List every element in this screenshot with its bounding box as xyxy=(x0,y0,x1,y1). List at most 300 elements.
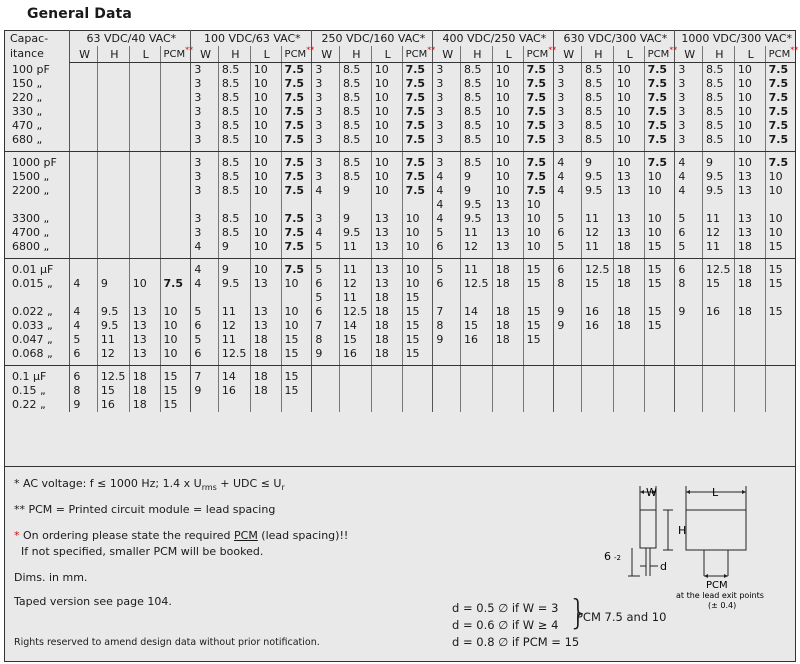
value-cell: 18 xyxy=(492,333,523,347)
value-cell xyxy=(675,366,703,385)
value-cell: 7.5 xyxy=(281,226,312,240)
value-cell xyxy=(523,384,554,398)
value-cell: 13 xyxy=(371,277,402,291)
subheader-h: H xyxy=(218,46,250,63)
value-cell: 3 xyxy=(312,119,340,133)
value-cell: 18 xyxy=(250,347,281,366)
subheader-l: L xyxy=(734,46,765,63)
value-cell: 5 xyxy=(312,259,340,278)
subheader-pcm: PCM** xyxy=(160,46,191,63)
value-cell: 9.5 xyxy=(581,170,613,184)
value-cell: 12 xyxy=(339,277,371,291)
value-cell: 13 xyxy=(734,226,765,240)
value-cell: 3 xyxy=(433,119,461,133)
subheader-h: H xyxy=(702,46,734,63)
value-cell: 10 xyxy=(644,170,675,184)
subheader-l: L xyxy=(613,46,644,63)
value-cell: 8.5 xyxy=(218,152,250,171)
value-cell: 7.5 xyxy=(402,77,433,91)
table-row xyxy=(4,119,796,133)
value-cell: 8.5 xyxy=(460,77,492,91)
value-cell: 7.5 xyxy=(765,152,796,171)
group-header: 630 VDC/300 VAC* xyxy=(554,30,675,46)
value-cell: 3 xyxy=(312,91,340,105)
value-cell: 8 xyxy=(70,384,98,398)
value-cell: 6 xyxy=(675,259,703,278)
value-cell: 16 xyxy=(339,347,371,366)
value-cell: 7 xyxy=(191,366,219,385)
value-cell xyxy=(492,398,523,412)
value-cell: 10 xyxy=(371,77,402,91)
value-cell xyxy=(70,198,98,212)
value-cell xyxy=(339,366,371,385)
value-cell xyxy=(581,398,613,412)
value-cell: 9 xyxy=(312,347,340,366)
value-cell: 3 xyxy=(675,63,703,78)
subheader-w: W xyxy=(70,46,98,63)
value-cell: 4 xyxy=(433,184,461,198)
value-cell xyxy=(339,398,371,412)
value-cell: 11 xyxy=(460,226,492,240)
value-cell: 16 xyxy=(581,319,613,333)
capacitance-cell: 0.033 „ xyxy=(12,319,53,332)
value-cell xyxy=(371,198,402,212)
value-cell xyxy=(765,384,796,398)
value-cell xyxy=(129,291,160,305)
value-cell: 15 xyxy=(281,384,312,398)
value-cell xyxy=(70,240,98,259)
value-cell: 10 xyxy=(734,133,765,152)
value-cell: 9.5 xyxy=(97,305,129,319)
value-cell: 10 xyxy=(734,152,765,171)
value-cell: 12.5 xyxy=(702,259,734,278)
value-cell xyxy=(581,333,613,347)
subheader-l: L xyxy=(250,46,281,63)
value-cell: 3 xyxy=(433,91,461,105)
table-row xyxy=(4,319,796,333)
value-cell: 7.5 xyxy=(644,133,675,152)
value-cell xyxy=(581,366,613,385)
value-cell: 10 xyxy=(250,240,281,259)
value-cell xyxy=(581,384,613,398)
value-cell xyxy=(97,240,129,259)
value-cell: 7.5 xyxy=(523,119,554,133)
value-cell: 10 xyxy=(402,277,433,291)
table-row xyxy=(4,277,796,291)
value-cell xyxy=(581,198,613,212)
value-cell xyxy=(160,91,191,105)
value-cell xyxy=(70,226,98,240)
value-cell: 8.5 xyxy=(218,91,250,105)
value-cell: 8.5 xyxy=(218,170,250,184)
value-cell: 13 xyxy=(492,240,523,259)
value-cell: 10 xyxy=(523,212,554,226)
value-cell: 10 xyxy=(371,105,402,119)
subheader-w: W xyxy=(191,46,219,63)
value-cell: 10 xyxy=(250,184,281,198)
value-cell xyxy=(129,170,160,184)
value-cell: 15 xyxy=(523,277,554,291)
value-cell: 6 xyxy=(433,240,461,259)
value-cell xyxy=(70,184,98,198)
value-cell xyxy=(97,119,129,133)
value-cell xyxy=(460,384,492,398)
value-cell: 10 xyxy=(644,212,675,226)
value-cell xyxy=(734,366,765,385)
value-cell: 10 xyxy=(523,198,554,212)
value-cell: 10 xyxy=(371,152,402,171)
value-cell: 18 xyxy=(492,319,523,333)
value-cell: 9 xyxy=(218,259,250,278)
value-cell: 10 xyxy=(492,152,523,171)
note-ordering: * On ordering please state the required PCM (lead spacing)!! xyxy=(14,529,349,542)
value-cell: 13 xyxy=(250,305,281,319)
value-cell: 12.5 xyxy=(97,366,129,385)
value-cell xyxy=(644,366,675,385)
value-cell xyxy=(160,259,191,278)
value-cell: 7.5 xyxy=(281,91,312,105)
value-cell xyxy=(675,198,703,212)
value-cell: 8.5 xyxy=(218,212,250,226)
value-cell xyxy=(433,291,461,305)
value-cell xyxy=(765,366,796,385)
value-cell: 7.5 xyxy=(765,133,796,152)
value-cell xyxy=(554,366,582,385)
value-cell xyxy=(554,198,582,212)
value-cell: 10 xyxy=(250,105,281,119)
value-cell: 13 xyxy=(492,212,523,226)
value-cell xyxy=(218,398,250,412)
value-cell: 3 xyxy=(191,170,219,184)
caption-tolerance: (± 0.4) xyxy=(708,601,737,610)
value-cell: 9.5 xyxy=(97,319,129,333)
value-cell: 6 xyxy=(554,226,582,240)
value-cell xyxy=(460,398,492,412)
value-cell xyxy=(675,398,703,412)
value-cell xyxy=(492,384,523,398)
value-cell: 10 xyxy=(250,152,281,171)
value-cell: 11 xyxy=(581,212,613,226)
value-cell: 4 xyxy=(675,152,703,171)
value-cell: 3 xyxy=(675,91,703,105)
note-pcm: ** PCM = Printed circuit module = lead spacing xyxy=(14,503,276,516)
value-cell: 15 xyxy=(644,259,675,278)
value-cell xyxy=(97,77,129,91)
value-cell: 9 xyxy=(675,305,703,319)
value-cell: 10 xyxy=(250,170,281,184)
value-cell: 15 xyxy=(523,333,554,347)
value-cell: 18 xyxy=(250,333,281,347)
value-cell: 4 xyxy=(433,198,461,212)
value-cell: 10 xyxy=(371,91,402,105)
note-dims: Dims. in mm. xyxy=(14,571,88,584)
value-cell: 7.5 xyxy=(281,77,312,91)
lead-diameter-list xyxy=(452,600,579,651)
value-cell: 15 xyxy=(402,319,433,333)
value-cell: 4 xyxy=(312,226,340,240)
value-cell: 13 xyxy=(613,226,644,240)
value-cell xyxy=(702,398,734,412)
value-cell: 4 xyxy=(70,305,98,319)
value-cell xyxy=(702,366,734,385)
value-cell xyxy=(160,133,191,152)
value-cell: 9 xyxy=(460,184,492,198)
value-cell xyxy=(97,184,129,198)
label-d: d xyxy=(660,560,667,573)
value-cell: 18 xyxy=(734,305,765,319)
value-cell: 7.5 xyxy=(644,119,675,133)
value-cell xyxy=(523,366,554,385)
value-cell xyxy=(433,384,461,398)
value-cell: 18 xyxy=(613,259,644,278)
capacitance-cell xyxy=(4,291,70,305)
value-cell xyxy=(160,119,191,133)
value-cell: 4 xyxy=(312,184,340,198)
value-cell xyxy=(613,384,644,398)
value-cell xyxy=(129,212,160,226)
value-cell xyxy=(70,119,98,133)
value-cell: 9 xyxy=(191,384,219,398)
value-cell: 5 xyxy=(312,240,340,259)
value-cell xyxy=(765,347,796,366)
subheader-w: W xyxy=(675,46,703,63)
subheader-h: H xyxy=(97,46,129,63)
capacitance-cell: 4700 „ xyxy=(12,226,50,239)
value-cell: 9 xyxy=(581,152,613,171)
value-cell: 9 xyxy=(339,212,371,226)
value-cell xyxy=(281,398,312,412)
value-cell xyxy=(191,291,219,305)
value-cell: 13 xyxy=(129,319,160,333)
page-title: General Data xyxy=(27,6,132,22)
value-cell: 3 xyxy=(191,184,219,198)
value-cell: 7.5 xyxy=(281,170,312,184)
table-row xyxy=(4,212,796,226)
value-cell: 13 xyxy=(371,259,402,278)
value-cell: 3 xyxy=(312,63,340,78)
value-cell: 10 xyxy=(371,119,402,133)
value-cell: 7.5 xyxy=(402,105,433,119)
value-cell: 10 xyxy=(492,184,523,198)
value-cell xyxy=(523,398,554,412)
lead-line: d = 0.5 ∅ if W = 3 xyxy=(452,601,559,615)
subheader-w: W xyxy=(433,46,461,63)
value-cell xyxy=(129,63,160,78)
value-cell xyxy=(702,198,734,212)
value-cell: 3 xyxy=(675,119,703,133)
value-cell xyxy=(734,291,765,305)
value-cell xyxy=(702,291,734,305)
value-cell xyxy=(402,198,433,212)
value-cell xyxy=(160,184,191,198)
value-cell: 8.5 xyxy=(460,152,492,171)
value-cell: 12.5 xyxy=(218,347,250,366)
value-cell: 18 xyxy=(371,347,402,366)
value-cell xyxy=(460,291,492,305)
value-cell: 7.5 xyxy=(523,105,554,119)
value-cell: 3 xyxy=(312,77,340,91)
value-cell: 13 xyxy=(371,212,402,226)
value-cell: 9 xyxy=(339,184,371,198)
value-cell: 8 xyxy=(554,277,582,291)
value-cell: 5 xyxy=(554,240,582,259)
label-pcm: PCM xyxy=(706,580,728,591)
capacitance-cell: 0.01 µF xyxy=(12,263,54,276)
value-cell xyxy=(492,347,523,366)
value-cell: 8.5 xyxy=(702,63,734,78)
value-cell xyxy=(460,366,492,385)
value-cell: 10 xyxy=(281,319,312,333)
value-cell: 11 xyxy=(339,259,371,278)
value-cell: 11 xyxy=(218,305,250,319)
value-cell: 18 xyxy=(371,319,402,333)
value-cell xyxy=(492,291,523,305)
table-row xyxy=(4,305,796,319)
value-cell: 3 xyxy=(554,105,582,119)
table-row xyxy=(4,384,796,398)
value-cell xyxy=(129,184,160,198)
value-cell: 7.5 xyxy=(402,184,433,198)
value-cell: 15 xyxy=(402,291,433,305)
value-cell: 10 xyxy=(734,91,765,105)
table-row xyxy=(4,170,796,184)
value-cell xyxy=(402,398,433,412)
value-cell: 12.5 xyxy=(581,259,613,278)
table-row xyxy=(4,240,796,259)
table-row xyxy=(4,291,796,305)
value-cell: 3 xyxy=(312,133,340,152)
value-cell: 15 xyxy=(160,366,191,385)
value-cell: 18 xyxy=(250,366,281,385)
capacitance-cell: 0.015 „ xyxy=(12,277,53,290)
value-cell: 6 xyxy=(675,226,703,240)
note-taped[interactable]: Taped version see page 104. xyxy=(14,595,172,608)
value-cell: 13 xyxy=(371,226,402,240)
capacitance-cell: 0.1 µF xyxy=(12,370,47,383)
note-default-pcm: If not specified, smaller PCM will be booked. xyxy=(21,545,264,558)
value-cell: 15 xyxy=(402,305,433,319)
capacitance-cell: 0.22 „ xyxy=(12,398,46,411)
value-cell: 10 xyxy=(160,333,191,347)
value-cell: 13 xyxy=(734,212,765,226)
value-cell xyxy=(160,152,191,171)
subheader-w: W xyxy=(312,46,340,63)
value-cell: 5 xyxy=(191,305,219,319)
value-cell: 8.5 xyxy=(339,152,371,171)
value-cell: 15 xyxy=(765,259,796,278)
value-cell: 10 xyxy=(250,119,281,133)
value-cell: 3 xyxy=(675,77,703,91)
value-cell: 7.5 xyxy=(644,152,675,171)
value-cell xyxy=(70,91,98,105)
value-cell xyxy=(129,152,160,171)
value-cell: 11 xyxy=(702,240,734,259)
value-cell xyxy=(250,291,281,305)
value-cell: 15 xyxy=(160,398,191,412)
value-cell: 10 xyxy=(402,240,433,259)
value-cell: 13 xyxy=(250,319,281,333)
value-cell: 12 xyxy=(460,240,492,259)
capacitance-cell: 100 pF xyxy=(12,62,50,76)
value-cell: 12 xyxy=(581,226,613,240)
value-cell xyxy=(523,347,554,366)
value-cell: 10 xyxy=(765,170,796,184)
value-cell: 10 xyxy=(734,77,765,91)
value-cell: 7.5 xyxy=(523,77,554,91)
value-cell: 8.5 xyxy=(460,91,492,105)
label-h: H xyxy=(678,524,687,537)
value-cell: 7.5 xyxy=(523,152,554,171)
value-cell xyxy=(702,319,734,333)
value-cell: 4 xyxy=(70,319,98,333)
value-cell xyxy=(613,291,644,305)
capacitance-cell: 220 „ xyxy=(12,91,43,104)
value-cell: 12 xyxy=(97,347,129,366)
value-cell: 10 xyxy=(250,77,281,91)
value-cell: 3 xyxy=(433,77,461,91)
value-cell xyxy=(70,133,98,152)
value-cell: 5 xyxy=(433,259,461,278)
value-cell xyxy=(644,384,675,398)
value-cell xyxy=(644,198,675,212)
value-cell: 10 xyxy=(734,119,765,133)
value-cell: 10 xyxy=(371,170,402,184)
value-cell: 9 xyxy=(460,170,492,184)
value-cell: 10 xyxy=(613,119,644,133)
value-cell xyxy=(97,91,129,105)
value-cell: 7.5 xyxy=(765,77,796,91)
value-cell: 16 xyxy=(97,398,129,412)
value-cell: 3 xyxy=(191,91,219,105)
value-cell xyxy=(613,198,644,212)
value-cell: 9 xyxy=(218,240,250,259)
value-cell: 7.5 xyxy=(644,105,675,119)
value-cell: 10 xyxy=(371,133,402,152)
value-cell: 10 xyxy=(492,77,523,91)
value-cell: 6 xyxy=(191,347,219,366)
value-cell: 8.5 xyxy=(339,77,371,91)
value-cell xyxy=(281,291,312,305)
value-cell: 18 xyxy=(492,259,523,278)
value-cell xyxy=(70,63,98,78)
value-cell: 18 xyxy=(371,333,402,347)
value-cell: 4 xyxy=(191,240,219,259)
value-cell xyxy=(460,347,492,366)
value-cell: 3 xyxy=(312,152,340,171)
value-cell: 18 xyxy=(613,240,644,259)
value-cell: 15 xyxy=(523,319,554,333)
value-cell: 12.5 xyxy=(339,305,371,319)
value-cell xyxy=(554,347,582,366)
value-cell xyxy=(129,240,160,259)
value-cell: 10 xyxy=(613,91,644,105)
value-cell: 13 xyxy=(129,347,160,366)
value-cell: 9 xyxy=(433,333,461,347)
value-cell: 4 xyxy=(191,259,219,278)
value-cell: 7.5 xyxy=(402,91,433,105)
value-cell: 7.5 xyxy=(523,170,554,184)
value-cell: 15 xyxy=(644,240,675,259)
value-cell xyxy=(371,384,402,398)
value-cell: 9 xyxy=(97,277,129,291)
capacitance-cell: 680 „ xyxy=(4,133,70,152)
value-cell: 13 xyxy=(734,184,765,198)
value-cell: 12 xyxy=(702,226,734,240)
value-cell: 5 xyxy=(70,333,98,347)
value-cell: 8.5 xyxy=(339,105,371,119)
value-cell: 7.5 xyxy=(765,63,796,78)
value-cell xyxy=(160,170,191,184)
